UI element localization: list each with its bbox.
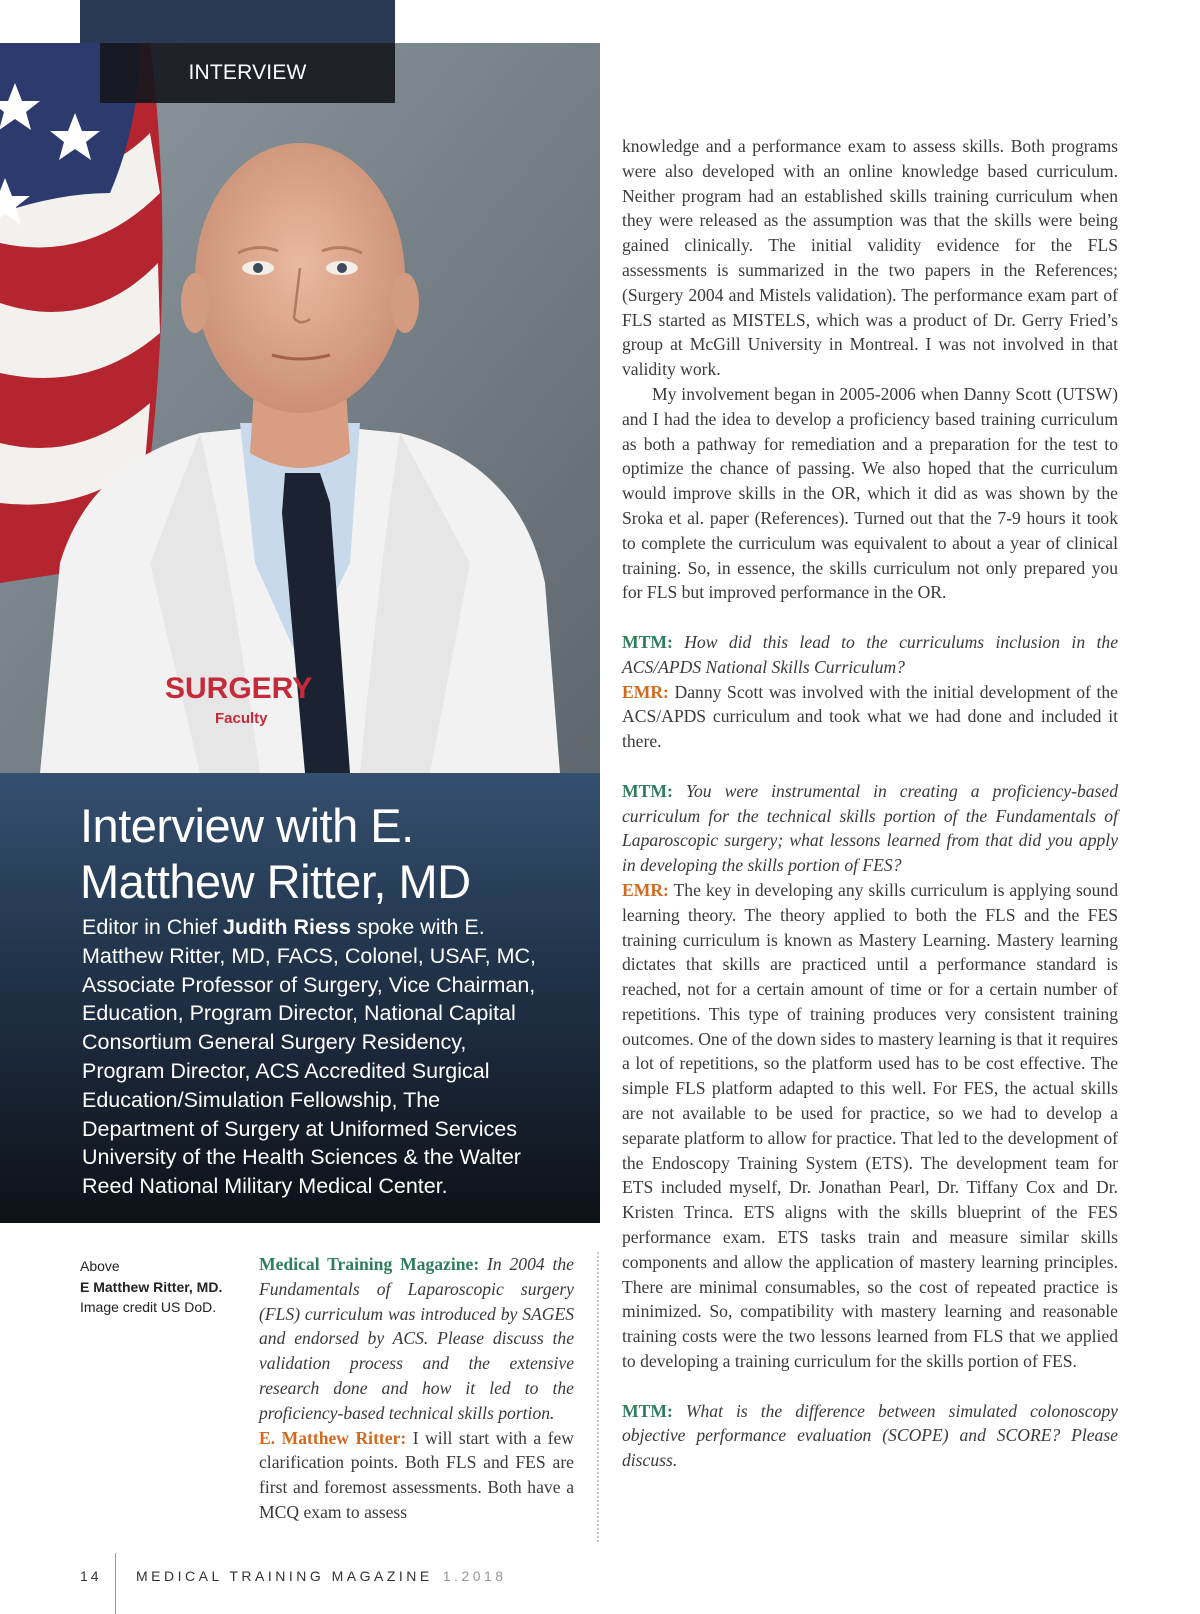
paragraph-2: My involvement began in 2005-2006 when Danny Scott (UTSW) and I had the idea to develop a proficiency based training curriculum as both a pathway for remediation and a preparation for the test to optimize the chance of passing. We also hoped that the curriculum would improve skills in the OR, which it did as was shown by the Sroka et al. paper (References). Turned out that the 7-9 hours it took to complete the curriculum was equivalent to about a year of clinical training. So, in essence, the skills curriculum not only prepared you for FLS but improved performance in the OR. xyxy=(622,383,1118,603)
spacer xyxy=(622,754,1118,779)
answer-text: Danny Scott was involved with the initial development of the ACS/APDS curriculum and took what we had done and included it there. xyxy=(622,681,1118,752)
photo-caption xyxy=(80,1256,230,1318)
coat-patch-subtext: Faculty xyxy=(215,710,268,727)
question-label: Medical Training Magazine: xyxy=(259,1254,480,1274)
question-text: In 2004 the Fundamentals of Laparoscopic surgery (FLS) curriculum was introduced by SAGES and endorsed by ACS. Please discuss the validation process and the extensive research done and how it led to the proficiency-based technical skills portion. xyxy=(259,1254,574,1423)
question-2 xyxy=(622,630,1118,680)
caption-label: Above xyxy=(80,1258,120,1274)
portrait-photo xyxy=(0,43,600,773)
answer-1 xyxy=(259,1426,574,1525)
mtm-label: MTM: xyxy=(622,780,673,801)
question-3 xyxy=(622,779,1118,878)
caption-credit: Image credit US DoD. xyxy=(80,1299,217,1315)
body-column-right xyxy=(622,134,1118,1473)
headline-panel xyxy=(0,773,600,1223)
footer-divider xyxy=(115,1553,116,1614)
question-1 xyxy=(259,1252,574,1426)
spacer xyxy=(622,605,1118,630)
spacer xyxy=(622,1374,1118,1399)
question-4 xyxy=(622,1399,1118,1473)
publication-footer xyxy=(136,1568,507,1584)
question-text: How did this lead to the curriculums inclusion in the ACS/APDS National Skills Curriculum? xyxy=(622,631,1118,677)
column-divider xyxy=(597,1252,599,1542)
body-column-left xyxy=(259,1252,574,1525)
article-dek xyxy=(82,913,552,1201)
answer-2 xyxy=(622,680,1118,754)
answer-label: E. Matthew Ritter: xyxy=(259,1427,407,1448)
dek-body: spoke with E. Matthew Ritter, MD, FACS, Colonel, USAF, MC, Associate Professor of Surgery, Vice Chairman, Education, Program Director, National Capital Consortium General Surgery Residency, Program Director, ACS Accredited Surgical Education/Simulation Fellowship, The Department of Surgery at Uniformed Services University of the Health Sciences & the Walter Reed National Military Medical Center. xyxy=(82,915,537,1199)
portrait-illustration xyxy=(0,43,600,773)
page-number: 14 xyxy=(80,1568,102,1584)
issue-number: 1.2018 xyxy=(442,1568,507,1584)
emr-label: EMR: xyxy=(622,681,669,702)
mtm-label: MTM: xyxy=(622,631,673,652)
publication-name: MEDICAL TRAINING MAGAZINE xyxy=(136,1568,433,1584)
mtm-label: MTM: xyxy=(622,1400,673,1421)
paragraph-1: knowledge and a performance exam to assess skills. Both programs were also developed with an online knowledge based curriculum. Neither program had an established skills training curriculum when they were released as the assumption was that the skills were being gained clinically. The initial validity evidence for the FLS assessments is summarized in the two papers in the References; (Surgery 2004 and Mistels validation). The performance exam part of FLS started as MISTELS, which was a product of Dr. Gerry Fried’s group at McGill University in Montreal. I was not involved in that validity work. xyxy=(622,136,1118,380)
dek-editor-name: Judith Riess xyxy=(223,915,351,939)
question-text: What is the difference between simulated colonoscopy objective performance evaluation (SCOPE) and SCORE? Please discuss. xyxy=(622,1400,1118,1471)
caption-name: E Matthew Ritter, MD. xyxy=(80,1278,223,1295)
answer-3 xyxy=(622,878,1118,1374)
answer-text: I will start with a few clarification points. Both FLS and FES are first and foremost assessments. Both have a MCQ exam to assess xyxy=(259,1427,575,1522)
emr-label: EMR: xyxy=(622,879,669,900)
article-headline: Interview with E. Matthew Ritter, MD xyxy=(80,799,471,908)
section-label: INTERVIEW xyxy=(100,43,395,103)
answer-text: The key in developing any skills curriculum is applying sound learning theory. The theory applied to both the FLS and the FES training curriculum is known as Mastery Learning. Mastery learning dictates that skills are practiced until a performance standard is reached, not for a certain amount of time or for a certain number of repetitions. This type of training produces very consistent training outcomes. One of the down sides to mastery learning is that it requires a lot of repetitions, so the platform used has to be cost effective. The simple FLS platform adapted to this well. For FES, the actual skills are not available to be used for practice, so we had to develop a separate platform to allow for practice. That led to the development of the Endoscopy Training System (ETS). The development team for ETS included myself, Dr. Jonathan Pearl, Dr. Tiffany Cox and Dr. Kristen Trinca. ETS aligns with the skills blueprint of the FES performance exam. ETS tasks train and measure similar skills components and allow the application of mastery learning principles. There are minimal consumables, so the cost of repeated practice is minimized. So, compatibility with mastery learning and reasonable training costs were the two lessons learned from FLS that we applied to developing a training curriculum for the skills portion of FES. xyxy=(622,879,1118,1372)
coat-patch-text: SURGERY xyxy=(165,672,313,705)
question-text: You were instrumental in creating a proficiency-based curriculum for the technical skills portion of the Fundamentals of Laparoscopic surgery; what lessons learned from that did you apply in developing the skills portion of FES? xyxy=(622,780,1118,876)
dek-prefix: Editor in Chief xyxy=(82,915,224,939)
